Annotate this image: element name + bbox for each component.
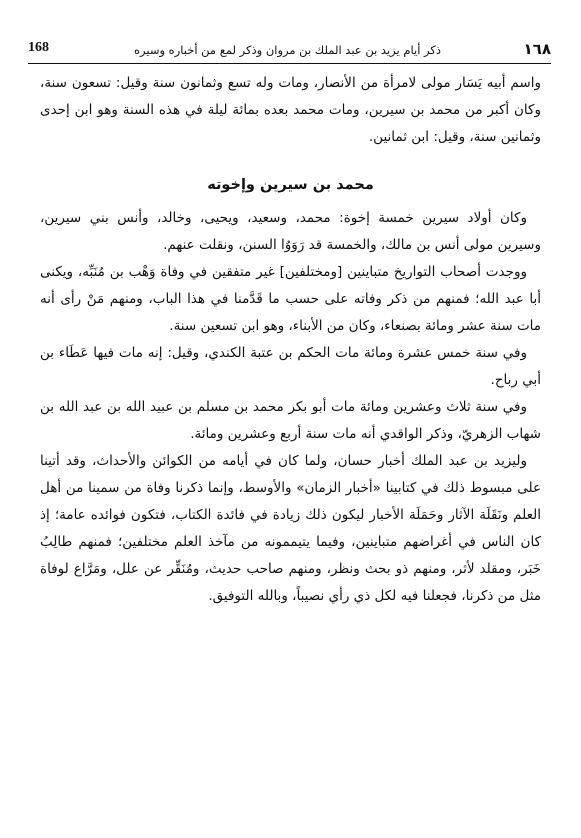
page-number-arabic: ١٦٨ [523, 40, 551, 58]
paragraph: واسم أبيه يَسَار مولى لامرأة من الأنصار، ومات وله تسع وثمانون سنة وقيل: تسعون سنة، وكان أكبر من محمد بن سيرين، ومات محمد بعده بمائة ليلة في هذه السنة وهو ابن إحدى وثمانين سنة، وقيل: ابن ثمانين. [40, 75, 541, 145]
paragraph: وكان أولاد سيرين خمسة إخوة: محمد، وسعيد، ويحيى، وخالد، وأنس بني سيرين، وسيرين مولى أنس بن مالك، والخمسة قد رَوَوُا السنن، ونقلت عنهم. [40, 210, 541, 253]
paragraph: ووجدت أصحاب التواريخ متباينين [ومختلفين] غير متفقين في وفاة وَهْب بن مُنَبِّه، ويكنى أبا عبد الله؛ فمنهم من ذكر وفاته على حسب ما قَدَّمنا في هذا الباب، ومنهم مَنْ رأى أنه مات سنة عشر ومائة بصنعاء، وكان من الأبناء، وهو ابن تسعين سنة. [40, 264, 541, 334]
paragraph: وفي سنة ثلاث وعشرين ومائة مات أبو بكر محمد بن مسلم بن عبيد الله بن عبد الله بن شهاب الزهريّ، وذكر الواقدي أنه مات سنة أربع وعشرين ومائة. [40, 399, 541, 442]
page-header [28, 40, 551, 62]
paragraph: وفي سنة خمس عشرة ومائة مات الحكم بن عتبة الكندي، وقيل: إنه مات فيها عَطَاء بن أبي رباح. [40, 345, 541, 388]
header-rule [28, 63, 551, 64]
running-title: ذكر أيام يزيد بن عبد الملك بن مروان وذكر لمع من أخباره وسيره [133, 43, 441, 57]
paragraph: وليزيد بن عبد الملك أخبار حسان، ولما كان في أيامه من الكوائن والأحداث، وقد أتينا على مبسوط ذلك في كتابينا «أخبار الزمان» والأوسط، وإنما ذكرنا وفاة من سمينا من أهل العلم ونَقَلَة الآثار وحَمَلَة الأخبار ليكون ذلك زيادة في فائدة الكتاب، فتكون فوائده عامة؛ إذ كان الناس في أغراضهم متباينين، وفيما يتيممونه من مآخذ العلم مختلفين؛ فمنهم طالِبُ خَبَر، ومقلد لأثر، ومنهم ذو بحث ونظر، ومنهم صاحب حديث، ومُنَقِّر عن علل، ومَرَّاع لوفاة مثل من ذكرنا، فجعلنا فيه لكل ذي رأي نصيباً، وبالله التوفيق. [40, 453, 541, 604]
page-number-latin: 168 [28, 40, 49, 55]
page-body [40, 70, 541, 610]
section-title: محمد بن سيرين وإخوته [207, 177, 374, 193]
